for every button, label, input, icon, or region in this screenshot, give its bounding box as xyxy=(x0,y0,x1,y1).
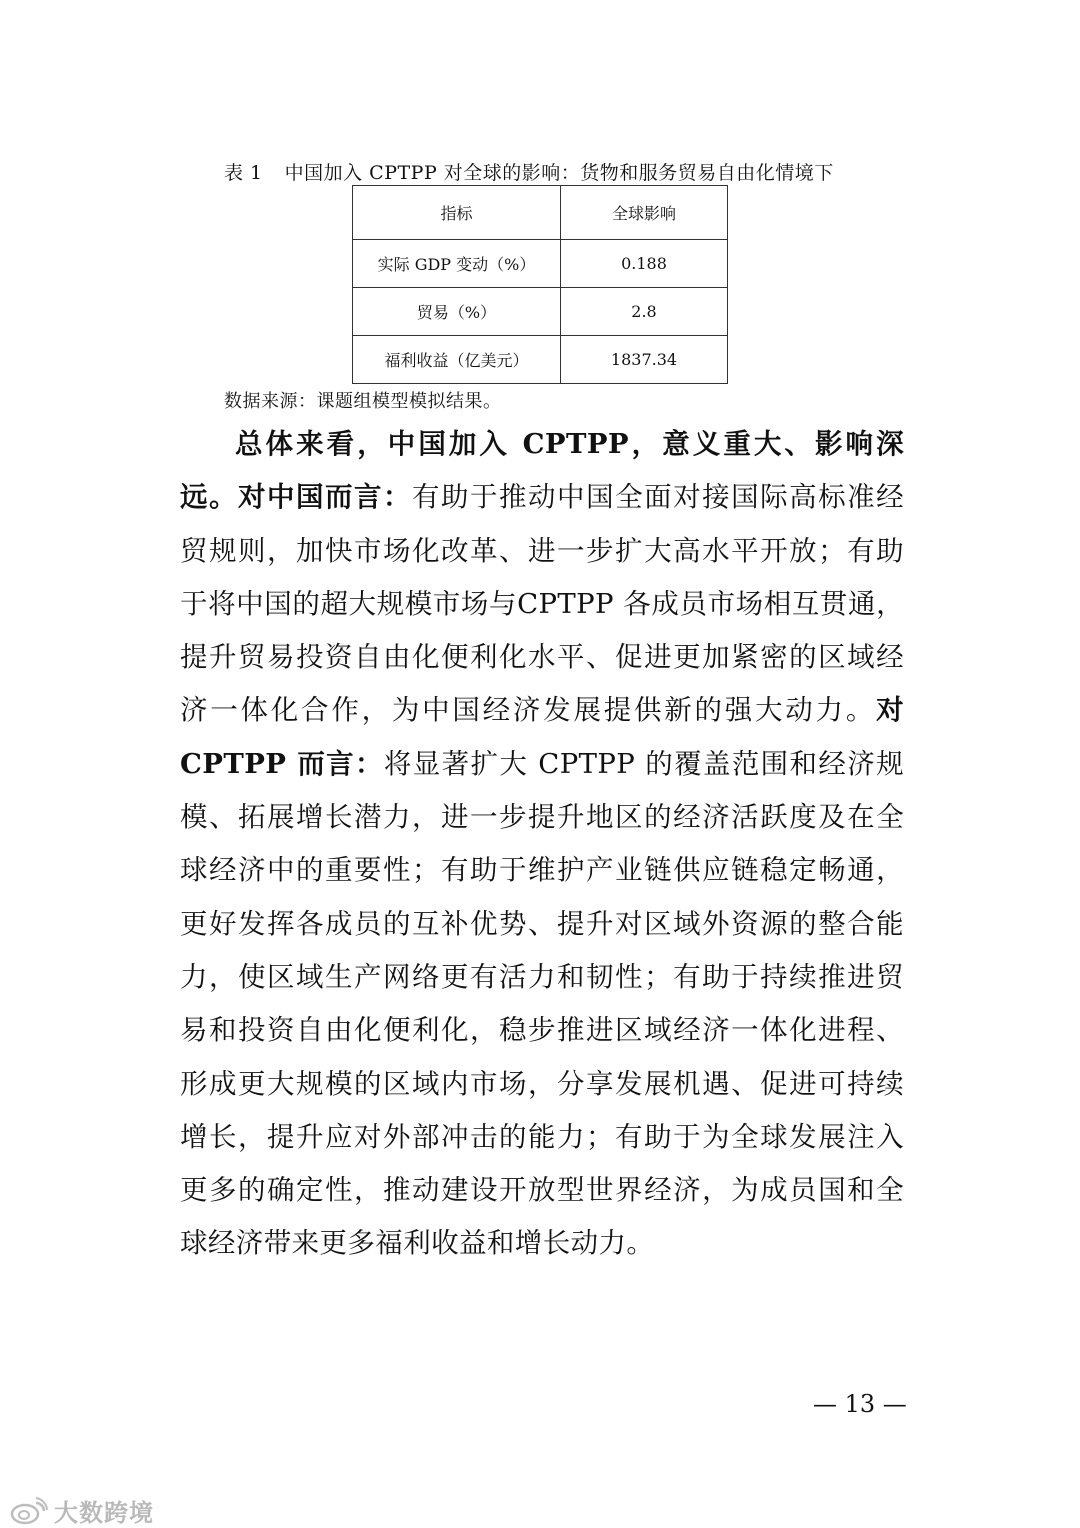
table-header-cell: 指标 xyxy=(353,186,561,240)
table-caption xyxy=(224,158,864,185)
page-number: — 13 — xyxy=(813,1390,907,1418)
table-header-cell: 全球影响 xyxy=(561,186,728,240)
table-cell-indicator: 实际 GDP 变动（%） xyxy=(353,240,561,288)
table-cell-value: 2.8 xyxy=(561,288,728,336)
paragraph-lead: 总体来看，中国加入 CPTPP，意义重大、影响深远。 xyxy=(180,428,904,514)
watermark-text: 大数跨境 xyxy=(54,1499,154,1527)
table-caption-title: 中国加入 CPTPP 对全球的影响：货物和服务贸易自由化情境下 xyxy=(284,162,834,184)
impact-table xyxy=(352,185,728,384)
table-header-row xyxy=(353,186,728,240)
table-caption-number: 表 1 xyxy=(224,162,263,184)
cptpp-heading: 对 CPTPP 而言： xyxy=(180,694,904,780)
table-cell-indicator: 贸易（%） xyxy=(353,288,561,336)
cptpp-text: 将显著扩大 CPTPP 的覆盖范围和经济规模、拓展增长潜力，进一步提升地区的经济活跃度及在全球经济中的重要性；有助于维护产业链供应链稳定畅通，更好发挥各成员的互补优势、提升对区域外资源的整合能力，使区域生产网络更有活力和韧性；有助于持续推进贸易和投资自由化便利化，稳步推进区域经济一体化进程、形成更大规模的区域内市场，分享发展机遇、促进可持续增长，提升应对外部冲击的能力；有助于为全球发展注入更多的确定性，推动建设开放型世界经济，为成员国和全球经济带来更多福利收益和增长动力。 xyxy=(180,747,904,1260)
china-heading: 对中国而言： xyxy=(238,481,413,514)
table-row xyxy=(353,240,728,288)
table-row xyxy=(353,336,728,384)
table-source-note: 数据来源：课题组模型模拟结果。 xyxy=(224,391,502,412)
body-paragraph xyxy=(180,418,904,1271)
china-text: 有助于推动中国全面对接国际高标准经贸规则，加快市场化改革、进一步扩大高水平开放；有助于将中国的超大规模市场与CPTPP 各成员市场相互贯通，提升贸易投资自由化便利化水平、促进更加紧密的区域经济一体化合作，为中国经济发展提供新的强大动力。 xyxy=(180,481,904,727)
watermark xyxy=(10,1493,154,1528)
table-row xyxy=(353,288,728,336)
table-cell-value: 0.188 xyxy=(561,240,728,288)
weibo-logo-icon xyxy=(10,1497,48,1525)
table-cell-indicator: 福利收益（亿美元） xyxy=(353,336,561,384)
table-cell-value: 1837.34 xyxy=(561,336,728,384)
